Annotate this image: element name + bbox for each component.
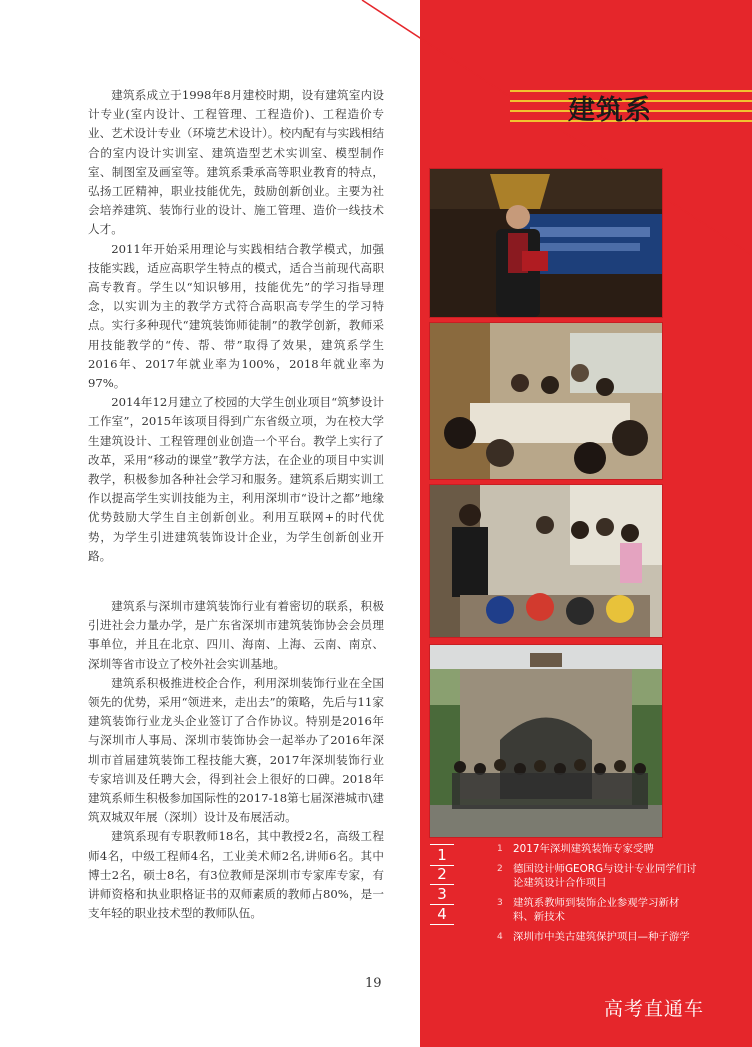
photo-expert-award (429, 168, 663, 318)
body-text-upper (88, 86, 384, 566)
section-title: 建筑系 (568, 95, 652, 126)
caption-index: 4 (497, 932, 503, 942)
caption-item (497, 842, 697, 856)
paragraph: 建筑系现有专职教师18名，其中教授2名，高级工程师4名，中级工程师4名，工业美术师2名,讲师6名。其中博士2名，硕士8名，有3位教师是深圳市专家库专家，有讲师资格和执业职格证书的双师素质的教师占80%，是一支年轻的职业技术型的教师队伍。 (88, 829, 384, 921)
photo-design-discussion (429, 322, 663, 480)
paragraph: 2011年开始采用理论与实践相结合教学模式，加强技能实践，适应高职学生特点的模式，适合当前现代高职高专教育。学生以“知识够用，技能优先”的学习指导理念，以实训为主的教学方式符合高职高专学生的学习特点。实行多种现代“建筑装饰师徒制”的教学创新，教师采用技能教学的“传、帮、带”取得了效果，建筑系学生2016年、2017年就业率为100%，2018年就业率为97%。 (88, 241, 384, 391)
paragraph: 建筑系积极推进校企合作，利用深圳装饰行业在全国领先的优势，采用“领进来，走出去”的策略，先后与11家建筑装饰行业龙头企业签订了合作协议。特别是2016年与深圳市人事局、深圳市装饰协会一起举办了2016年深圳市首届建筑装饰工程技能大赛，2017年深圳装饰行业专家培训及任聘大会，得到社会上很好的口碑。2018年建筑系师生积极参加国际性的2017-18第七届深港城市\建筑双城双年展（深圳）设计及布展活动。 (88, 675, 384, 825)
caption-number-4: 4 (430, 904, 454, 925)
photo-captions (497, 842, 697, 950)
caption-number-1: 1 (430, 844, 454, 866)
caption-item (497, 862, 697, 890)
photo-heritage-group (429, 644, 663, 838)
caption-number-2: 2 (430, 864, 454, 885)
page-number: 19 (365, 976, 382, 991)
caption-text: 建筑系教师到装饰企业参观学习新材料、新技术 (513, 897, 680, 923)
photo-materials-visit (429, 484, 663, 638)
paragraph: 建筑系与深圳市建筑装饰行业有着密切的联系，积极引进社会力量办学，是广东省深圳市建筑装饰协会会员理事单位，并且在北京、四川、海南、上海、云南、南京、深圳等省市设立了校外社会实训基地。 (88, 599, 384, 671)
caption-text: 深圳市中美古建筑保护项目—种子游学 (513, 931, 690, 943)
caption-number-3: 3 (430, 884, 454, 905)
caption-text: 德国设计师GEORG与设计专业同学们讨论建筑设计合作项目 (513, 863, 697, 889)
paragraph: 建筑系成立于1998年8月建校时期，设有建筑室内设计专业(室内设计、工程管理、工程造价)、工程造价专业、艺术设计专业（环境艺术设计）。校内配有与实践相结合的室内设计实训室、建筑造型艺术实训室、模型制作室、制图室及画室等。建筑系秉承高等职业教育的特点，弘扬工匠精神，职业技能优先，鼓励创新创业。主要为社会培养建筑、装饰行业的设计、施工管理、造价一线技术人才。 (88, 88, 384, 237)
caption-item (497, 930, 697, 944)
caption-index: 1 (497, 844, 503, 854)
footer-brand: 高考直通车 (604, 998, 705, 1020)
caption-item (497, 896, 697, 924)
paragraph: 2014年12月建立了校园的大学生创业项目“筑梦设计工作室”，2015年该项目得到广东省级立项，为在校大学生建筑设计、工程管理创业创造一个平台。教学上实行了改革，采用“移动的课堂”教学方法，在企业的项目中实训教学，积极参加各种社会学习和服务。建筑系后期实训工作以提高学生实训技能为主，利用深圳市“设计之都”地缘优势鼓励大学生自主创新创业。利用互联网+的时代优势，为学生引进建筑装饰设计企业，为学生创新创业开路。 (88, 395, 384, 563)
caption-index: 3 (497, 898, 503, 908)
body-text-lower (88, 597, 384, 923)
caption-index: 2 (497, 864, 503, 874)
caption-text: 2017年深圳建筑装饰专家受聘 (513, 843, 654, 855)
